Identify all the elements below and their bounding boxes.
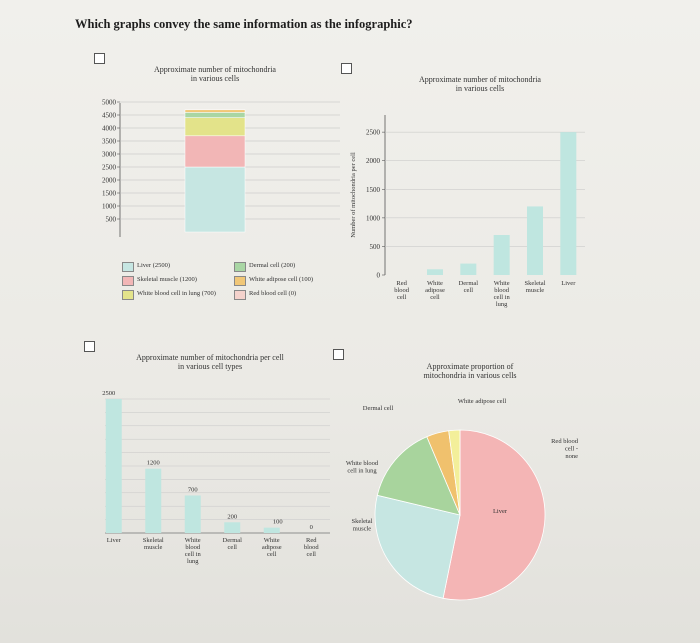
legend-entry xyxy=(122,262,234,272)
legend-swatch xyxy=(122,262,134,272)
pie-label: White blood cell in lung xyxy=(345,460,379,475)
stacked-bar-segment xyxy=(185,136,245,167)
y-tick-label: 500 xyxy=(369,242,380,251)
y-tick-label: 500 xyxy=(105,215,116,224)
pie-label: White adipose cell xyxy=(457,398,507,405)
x-tick-label: Liver xyxy=(106,537,121,544)
legend-entry xyxy=(122,290,234,300)
bar xyxy=(427,269,443,275)
x-tick-label: Liver xyxy=(561,280,576,287)
legend-label: Dermal cell (200) xyxy=(249,262,296,269)
legend-label: White blood cell in lung (700) xyxy=(137,290,216,297)
chart-d-plot xyxy=(340,390,580,610)
bar-data-label: 100 xyxy=(272,518,283,526)
option-b-checkbox[interactable] xyxy=(341,63,352,74)
x-tick-label: White adipose cell xyxy=(425,280,445,301)
bar xyxy=(224,522,240,533)
y-tick-label: 1000 xyxy=(102,202,116,211)
bar xyxy=(264,528,280,533)
legend-swatch xyxy=(234,290,246,300)
y-tick-label: 2000 xyxy=(366,157,380,166)
x-tick-label: Red blood cell xyxy=(394,280,410,301)
x-tick-label: Skeletal muscle xyxy=(142,537,164,551)
bar xyxy=(494,235,510,275)
bar-data-label: 2500 xyxy=(102,390,116,397)
x-tick-label: Skeletal muscle xyxy=(524,280,546,294)
y-tick-label: 4500 xyxy=(102,111,116,120)
chart-c-plot xyxy=(95,385,340,590)
y-axis-label: Number of mitochondria per cell xyxy=(350,152,357,238)
chart-a-title: Approximate number of mitochondria in various cells xyxy=(154,65,276,83)
chart-a-legend xyxy=(122,262,342,300)
y-tick-label: 2500 xyxy=(366,128,380,137)
y-tick-label: 2500 xyxy=(102,163,116,172)
y-tick-label: 4000 xyxy=(102,124,116,133)
x-tick-label: White blood cell in lung xyxy=(184,537,201,565)
chart-b-title: Approximate number of mitochondria in various cells xyxy=(419,75,541,93)
bar xyxy=(185,495,201,533)
chart-c-title: Approximate number of mitochondria per cell in various cell types xyxy=(136,353,284,371)
bar xyxy=(145,469,161,533)
legend-swatch xyxy=(122,276,134,286)
legend-entry xyxy=(122,276,234,286)
chart-d-title: Approximate proportion of mitochondria in various cells xyxy=(423,362,517,380)
y-tick-label: 2000 xyxy=(102,176,116,185)
stacked-bar-segment xyxy=(185,110,245,113)
stacked-bar-segment xyxy=(185,118,245,136)
x-tick-label: White blood cell in lung xyxy=(493,280,510,308)
pie-label: Red blood cell -none xyxy=(551,438,578,460)
legend-label: Skeletal muscle (1200) xyxy=(137,276,197,283)
option-c-checkbox[interactable] xyxy=(84,341,95,352)
question-text: Which graphs convey the same information as the infographic? xyxy=(75,17,413,31)
chart-b-plot xyxy=(345,105,595,340)
pie-label: Liver xyxy=(492,508,508,515)
chart-a-plot xyxy=(90,95,345,255)
bar xyxy=(460,264,476,275)
bar-data-label: 1200 xyxy=(146,459,160,467)
legend-swatch xyxy=(234,276,246,286)
bar xyxy=(527,206,543,275)
y-tick-label: 0 xyxy=(376,271,380,280)
pie-label: Dermal cell xyxy=(362,405,394,412)
stacked-bar-segment xyxy=(185,112,245,117)
x-tick-label: White adipose cell xyxy=(261,537,282,558)
bar xyxy=(106,399,122,533)
option-d-checkbox[interactable] xyxy=(333,349,344,360)
option-a-checkbox[interactable] xyxy=(94,53,105,64)
y-tick-label: 3500 xyxy=(102,137,116,146)
bar-data-label: 0 xyxy=(309,524,313,531)
y-tick-label: 1500 xyxy=(366,185,380,194)
legend-entry xyxy=(234,276,342,286)
x-tick-label: Red blood cell xyxy=(303,537,319,558)
legend-swatch xyxy=(234,262,246,272)
x-tick-label: Dermal cell xyxy=(222,537,242,551)
legend-entry xyxy=(234,262,342,272)
y-tick-label: 1000 xyxy=(366,214,380,223)
bar-data-label: 200 xyxy=(227,513,238,521)
x-tick-label: Dermal cell xyxy=(458,280,479,294)
bar xyxy=(560,132,576,275)
legend-swatch xyxy=(122,290,134,300)
legend-label: Red blood cell (0) xyxy=(249,290,297,297)
y-tick-label: 5000 xyxy=(102,98,116,107)
pie-label: Skeletal muscle xyxy=(351,518,373,533)
legend-entry xyxy=(234,290,342,300)
y-tick-label: 1500 xyxy=(102,189,116,198)
bar-data-label: 700 xyxy=(187,486,198,494)
stacked-bar-segment xyxy=(185,167,245,232)
legend-label: White adipose cell (100) xyxy=(249,276,314,283)
y-tick-label: 3000 xyxy=(102,150,116,159)
legend-label: Liver (2500) xyxy=(137,262,171,269)
